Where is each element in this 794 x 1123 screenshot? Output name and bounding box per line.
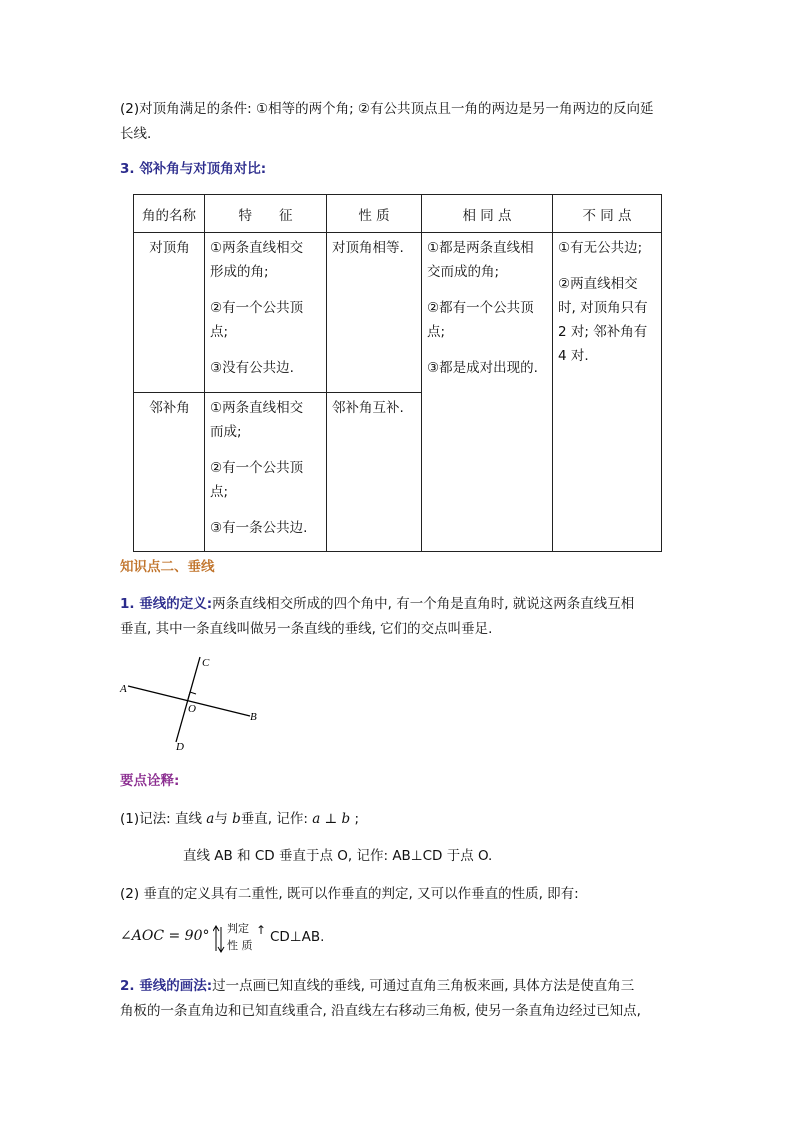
diff-line: ②两直线相交 [558,276,638,292]
header-cell: 角的名称 [134,195,205,233]
diff-line: ①有无公共边; [558,240,643,256]
table-header-row [134,195,662,233]
label-d: D [176,741,184,753]
intro-line-1: (2)对顶角满足的条件: ①相等的两个角; ②有公共顶点且一角的两边是另一角两边的反向延 [120,101,654,117]
notes-title: 要点诠释: [120,773,180,789]
row-name: 邻补角 [149,400,190,416]
same-line: 交而成的角; [427,264,500,280]
label-b: B [250,711,257,723]
property-text: 邻补角互补. [332,400,404,416]
property-cell [327,393,422,552]
feature-line: ①两条直线相交 [210,400,304,416]
right-angle-mark [188,692,196,699]
formula-left: ∠AOC = 90° [120,928,210,944]
same-line: ②都有一个公共顶 [427,300,534,316]
diff-line: 2 对; 邻补角有 [558,324,648,340]
feature-line: 而成; [210,424,242,440]
diff-line: 4 对. [558,348,589,364]
intro-line-2: 长线. [120,126,152,142]
feature-line: 点; [210,324,229,340]
definition-line-2: 垂直, 其中一条直线叫做另一条直线的垂线, 它们的交点叫垂足. [120,621,493,637]
feature-line: 点; [210,484,229,500]
section-3-title: 3. 邻补角与对顶角对比: [120,161,267,177]
property-cell [327,233,422,393]
double-arrow-icon [213,924,225,954]
formula-property: 性 质 [227,939,253,952]
table-row [134,233,662,393]
features-cell [205,393,327,552]
definition-label: 1. 垂线的定义: [120,596,213,612]
symbol-b: b [232,811,241,827]
draw-line-1 [120,977,634,995]
same-line: ①都是两条直线相 [427,240,534,256]
note-1-prefix: (1)记法: 直线 [120,811,202,827]
diff-points-cell [553,233,662,552]
feature-line: ②有一个公共顶 [210,300,304,316]
comparison-table [133,194,662,552]
note-2: (2) 垂直的定义具有二重性, 既可以作垂直的判定, 又可以作垂直的性质, 即有: [120,886,579,902]
formula-judge: 判定 [227,922,249,935]
header-cell: 性 质 [327,195,422,233]
up-arrow-icon: ↑ [256,923,267,937]
property-text: 对顶角相等. [332,240,404,256]
note-1-mid: 与 [214,811,228,827]
same-line: 点; [427,324,446,340]
definition-text-1: 两条直线相交所成的四个角中, 有一个角是直角时, 就说这两条直线互相 [212,596,635,612]
feature-line: 形成的角; [210,264,269,280]
row-name: 对顶角 [149,240,190,256]
note-1b: 直线 AB 和 CD 垂直于点 O, 记作: AB⊥CD 于点 O. [183,848,493,864]
same-line: ③都是成对出现的. [427,360,538,376]
header-cell: 相 同 点 [422,195,553,233]
features-cell [205,233,327,393]
formula-right: CD⊥AB. [270,929,325,945]
feature-line: ③没有公共边. [210,360,294,376]
note-1-end: ; [354,811,360,827]
feature-line: ③有一条公共边. [210,520,308,536]
header-cell: 不 同 点 [553,195,662,233]
draw-line-2: 角板的一条直角边和已知直线重合, 沿直线左右移动三角板, 使另一条直角边经过已知点, [120,1003,641,1019]
line-cd [176,657,200,742]
label-c: C [202,657,210,669]
perp-expression: a ⊥ b [312,811,351,827]
note-1 [120,810,359,828]
draw-label: 2. 垂线的画法: [120,978,213,994]
diff-line: 时, 对顶角只有 [558,300,648,316]
draw-text-1: 过一点画已知直线的垂线, 可通过直角三角板来画, 具体方法是使直角三 [212,978,635,994]
row-name-cell [134,393,205,552]
symbol-a: a [206,811,215,827]
definition-line-1 [120,595,634,613]
feature-line: ①两条直线相交 [210,240,304,256]
label-a: A [120,683,127,695]
label-o: O [188,703,196,715]
feature-line: ②有一个公共顶 [210,460,304,476]
knowledge-point-2-title: 知识点二、垂线 [120,559,215,575]
perpendicular-figure [110,650,280,755]
row-name-cell [134,233,205,393]
same-points-cell [422,233,553,552]
note-1-suffix: 垂直, 记作: [240,811,308,827]
header-cell: 特 征 [205,195,327,233]
